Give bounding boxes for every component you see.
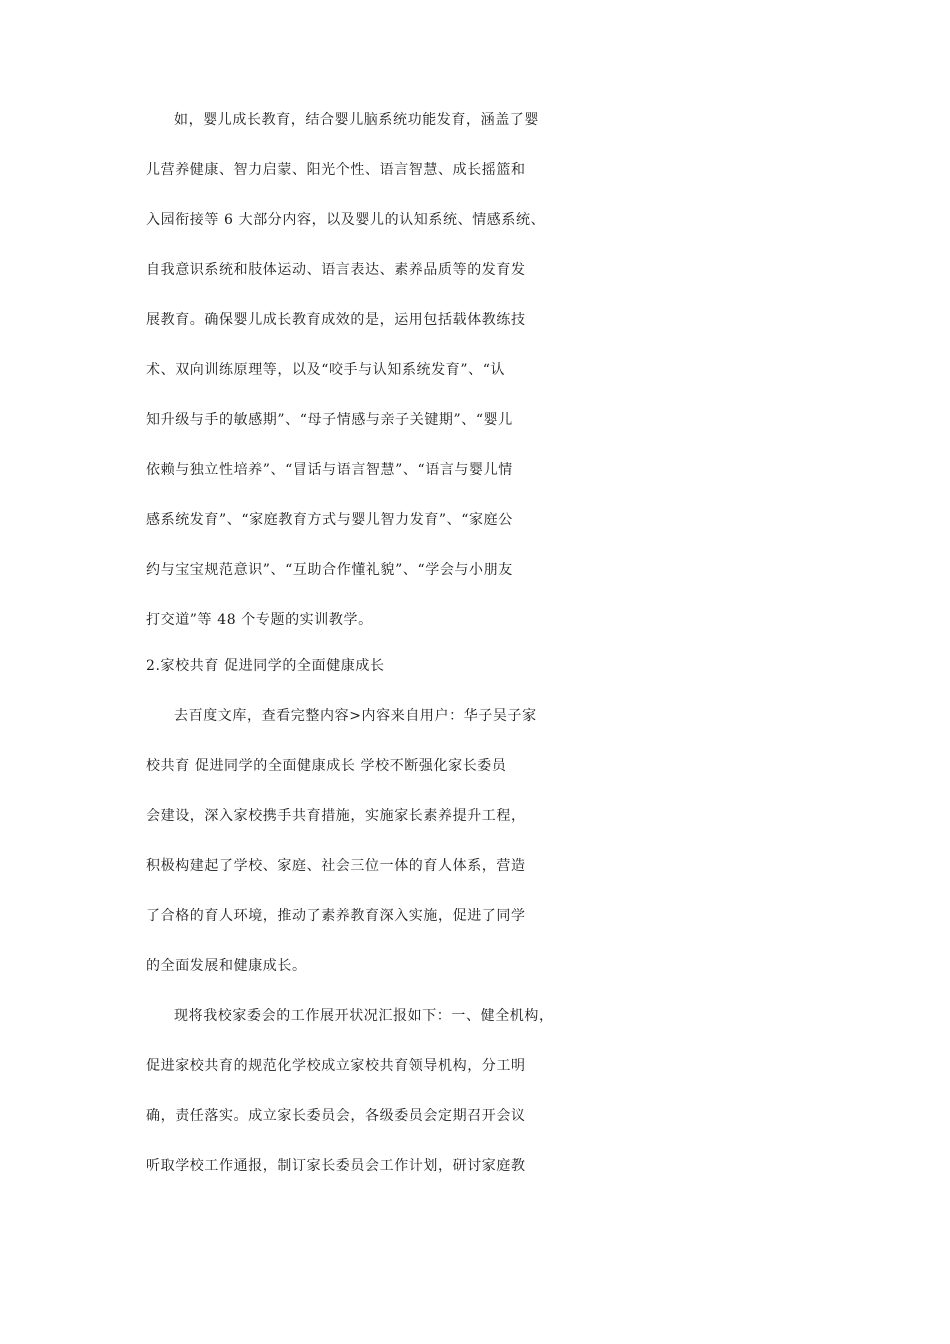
paragraph-3-line-2: 促进家校共育的规范化学校成立家校共育领导机构，分工明 (146, 1058, 526, 1074)
paragraph-2-line-6: 的全面发展和健康成长。 (146, 958, 307, 974)
paragraph-3-line-3: 确，责任落实。成立家长委员会，各级委员会定期召开会议 (146, 1108, 526, 1124)
paragraph-1-line-9: 感系统发育”、“家庭教育方式与婴儿智力发育”、“家庭公 (146, 512, 513, 528)
paragraph-3-line-1: 现将我校家委会的工作展开状况汇报如下：一、健全机构， (174, 1008, 554, 1024)
paragraph-1-line-8: 依赖与独立性培养”、“冒话与语言智慧”、“语言与婴儿情 (146, 462, 513, 478)
paragraph-2-line-3: 会建设，深入家校携手共育措施，实施家长素养提升工程， (146, 808, 526, 824)
paragraph-1-line-10: 约与宝宝规范意识”、“互助合作懂礼貌”、“学会与小朋友 (146, 562, 513, 578)
paragraph-1-line-3: 入园衔接等 6 大部分内容，以及婴儿的认知系统、情感系统、 (146, 212, 546, 228)
paragraph-1-line-5: 展教育。确保婴儿成长教育成效的是，运用包括载体教练技 (146, 312, 526, 328)
paragraph-1-line-7: 知升级与手的敏感期”、“母子情感与亲子关键期”、“婴儿 (146, 412, 513, 428)
paragraph-2-line-1: 去百度文库，查看完整内容>内容来自用户：华子吴子家 (174, 708, 537, 724)
paragraph-2-line-4: 积极构建起了学校、家庭、社会三位一体的育人体系，营造 (146, 858, 526, 874)
paragraph-2-line-5: 了合格的育人环境，推动了素养教育深入实施，促进了同学 (146, 908, 526, 924)
paragraph-1-line-6: 术、双向训练原理等，以及“咬手与认知系统发育”、“认 (146, 362, 506, 378)
paragraph-2-line-2: 校共育 促进同学的全面健康成长 学校不断强化家长委员 (146, 758, 507, 774)
section-heading: 2.家校共育 促进同学的全面健康成长 (146, 658, 385, 674)
paragraph-1-line-4: 自我意识系统和肢体运动、语言表达、素养品质等的发育发 (146, 262, 526, 278)
paragraph-3-line-4: 听取学校工作通报，制订家长委员会工作计划，研讨家庭教 (146, 1158, 526, 1174)
paragraph-1-line-11: 打交道”等 48 个专题的实训教学。 (146, 612, 373, 628)
paragraph-1-line-1: 如，婴儿成长教育，结合婴儿脑系统功能发育，涵盖了婴 (174, 112, 539, 128)
paragraph-1-line-2: 儿营养健康、智力启蒙、阳光个性、语言智慧、成长摇篮和 (146, 162, 526, 178)
